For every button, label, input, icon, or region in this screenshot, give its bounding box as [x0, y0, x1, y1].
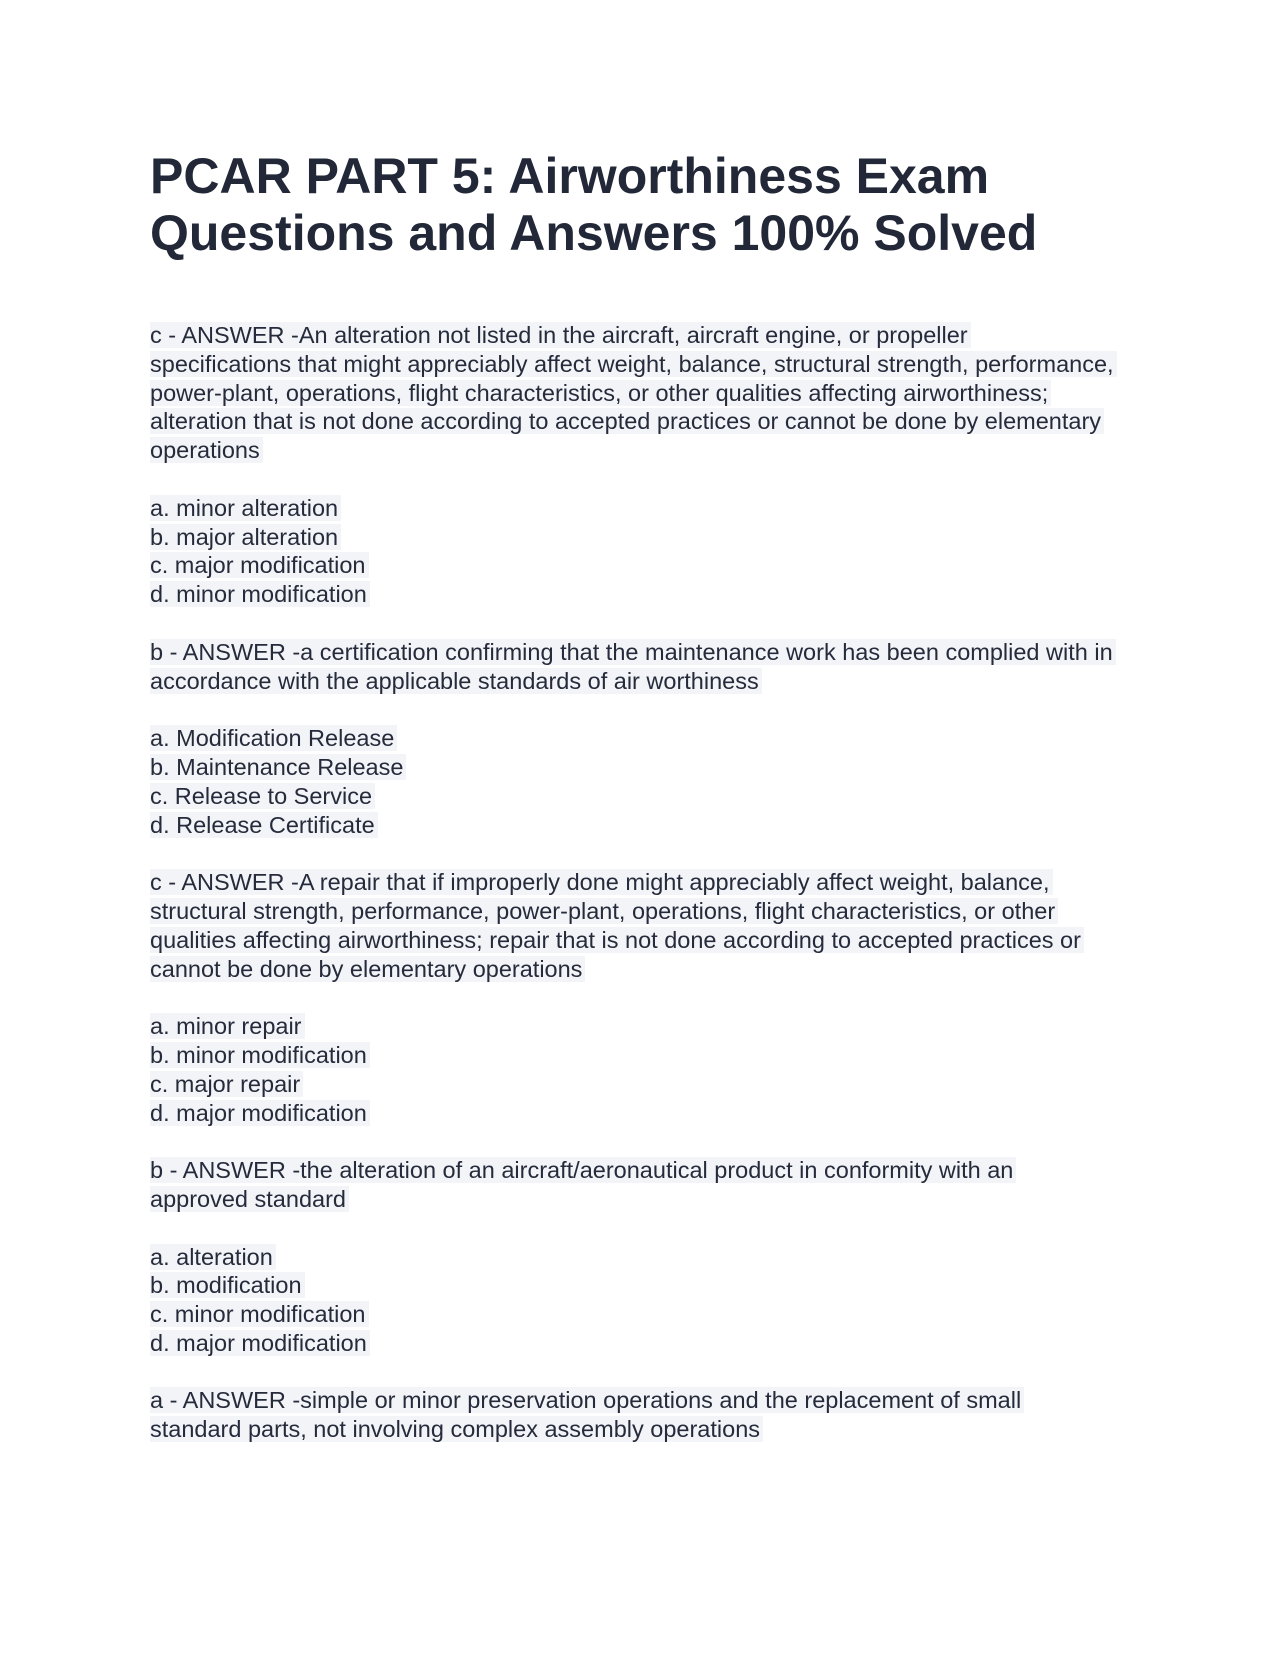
option-label: d. Release Certificate: [150, 812, 378, 838]
question-4: [150, 1156, 1115, 1214]
option-b: [150, 753, 1130, 782]
question-text: c - ANSWER -A repair that if improperly done might appreciably affect weight, balance, structural strength, performance, power-plant, operations, flight characteristics, or other qualities affecting airworthiness; repair that is not done according to accepted practices or cannot be done by elementary operations: [150, 869, 1084, 981]
question-5: [150, 1386, 1115, 1444]
option-label: a. Modification Release: [150, 725, 397, 751]
option-b: [150, 1271, 1130, 1300]
option-label: a. alteration: [150, 1244, 276, 1270]
option-label: a. minor alteration: [150, 495, 341, 521]
option-c: [150, 1300, 1130, 1329]
option-label: a. minor repair: [150, 1013, 305, 1039]
option-a: [150, 1012, 1130, 1041]
option-c: [150, 551, 1130, 580]
option-a: [150, 724, 1130, 753]
question-text: c - ANSWER -An alteration not listed in the aircraft, aircraft engine, or propeller specifications that might appreciably affect weight, balance, structural strength, performance, power-plant, operations, flight characteristics, or other qualities affecting airworthiness; alteration that is not done according to accepted practices or cannot be done by elementary operations: [150, 322, 1117, 463]
option-label: b. modification: [150, 1272, 305, 1298]
question-text: a - ANSWER -simple or minor preservation operations and the replacement of small standard parts, not involving complex assembly operations: [150, 1387, 1024, 1442]
option-d: [150, 811, 1130, 840]
option-d: [150, 1099, 1130, 1128]
option-label: b. major alteration: [150, 524, 341, 550]
option-label: b. minor modification: [150, 1042, 370, 1068]
option-a: [150, 1243, 1130, 1272]
option-b: [150, 523, 1130, 552]
option-label: c. major repair: [150, 1071, 303, 1097]
option-a: [150, 494, 1130, 523]
option-list-1: [150, 494, 1130, 609]
option-label: c. major modification: [150, 552, 369, 578]
question-text: b - ANSWER -a certification confirming that the maintenance work has been complied with in accordance with the applicable standards of air worthiness: [150, 639, 1116, 694]
option-list-2: [150, 724, 1130, 839]
question-3: [150, 868, 1115, 983]
option-label: c. Release to Service: [150, 783, 375, 809]
option-d: [150, 580, 1130, 609]
option-d: [150, 1329, 1130, 1358]
option-c: [150, 782, 1130, 811]
option-list-4: [150, 1243, 1130, 1358]
option-label: b. Maintenance Release: [150, 754, 406, 780]
document-title: PCAR PART 5: Airworthiness Exam Questions and Answers 100% Solved: [150, 148, 1038, 261]
option-c: [150, 1070, 1130, 1099]
option-label: d. minor modification: [150, 581, 370, 607]
option-label: d. major modification: [150, 1100, 370, 1126]
option-b: [150, 1041, 1130, 1070]
question-list: [150, 321, 1130, 1444]
option-label: d. major modification: [150, 1330, 370, 1356]
question-text: b - ANSWER -the alteration of an aircraft/aeronautical product in conformity with an approved standard: [150, 1157, 1016, 1212]
question-2: [150, 638, 1115, 696]
option-list-3: [150, 1012, 1130, 1127]
question-1: [150, 321, 1115, 465]
option-label: c. minor modification: [150, 1301, 369, 1327]
